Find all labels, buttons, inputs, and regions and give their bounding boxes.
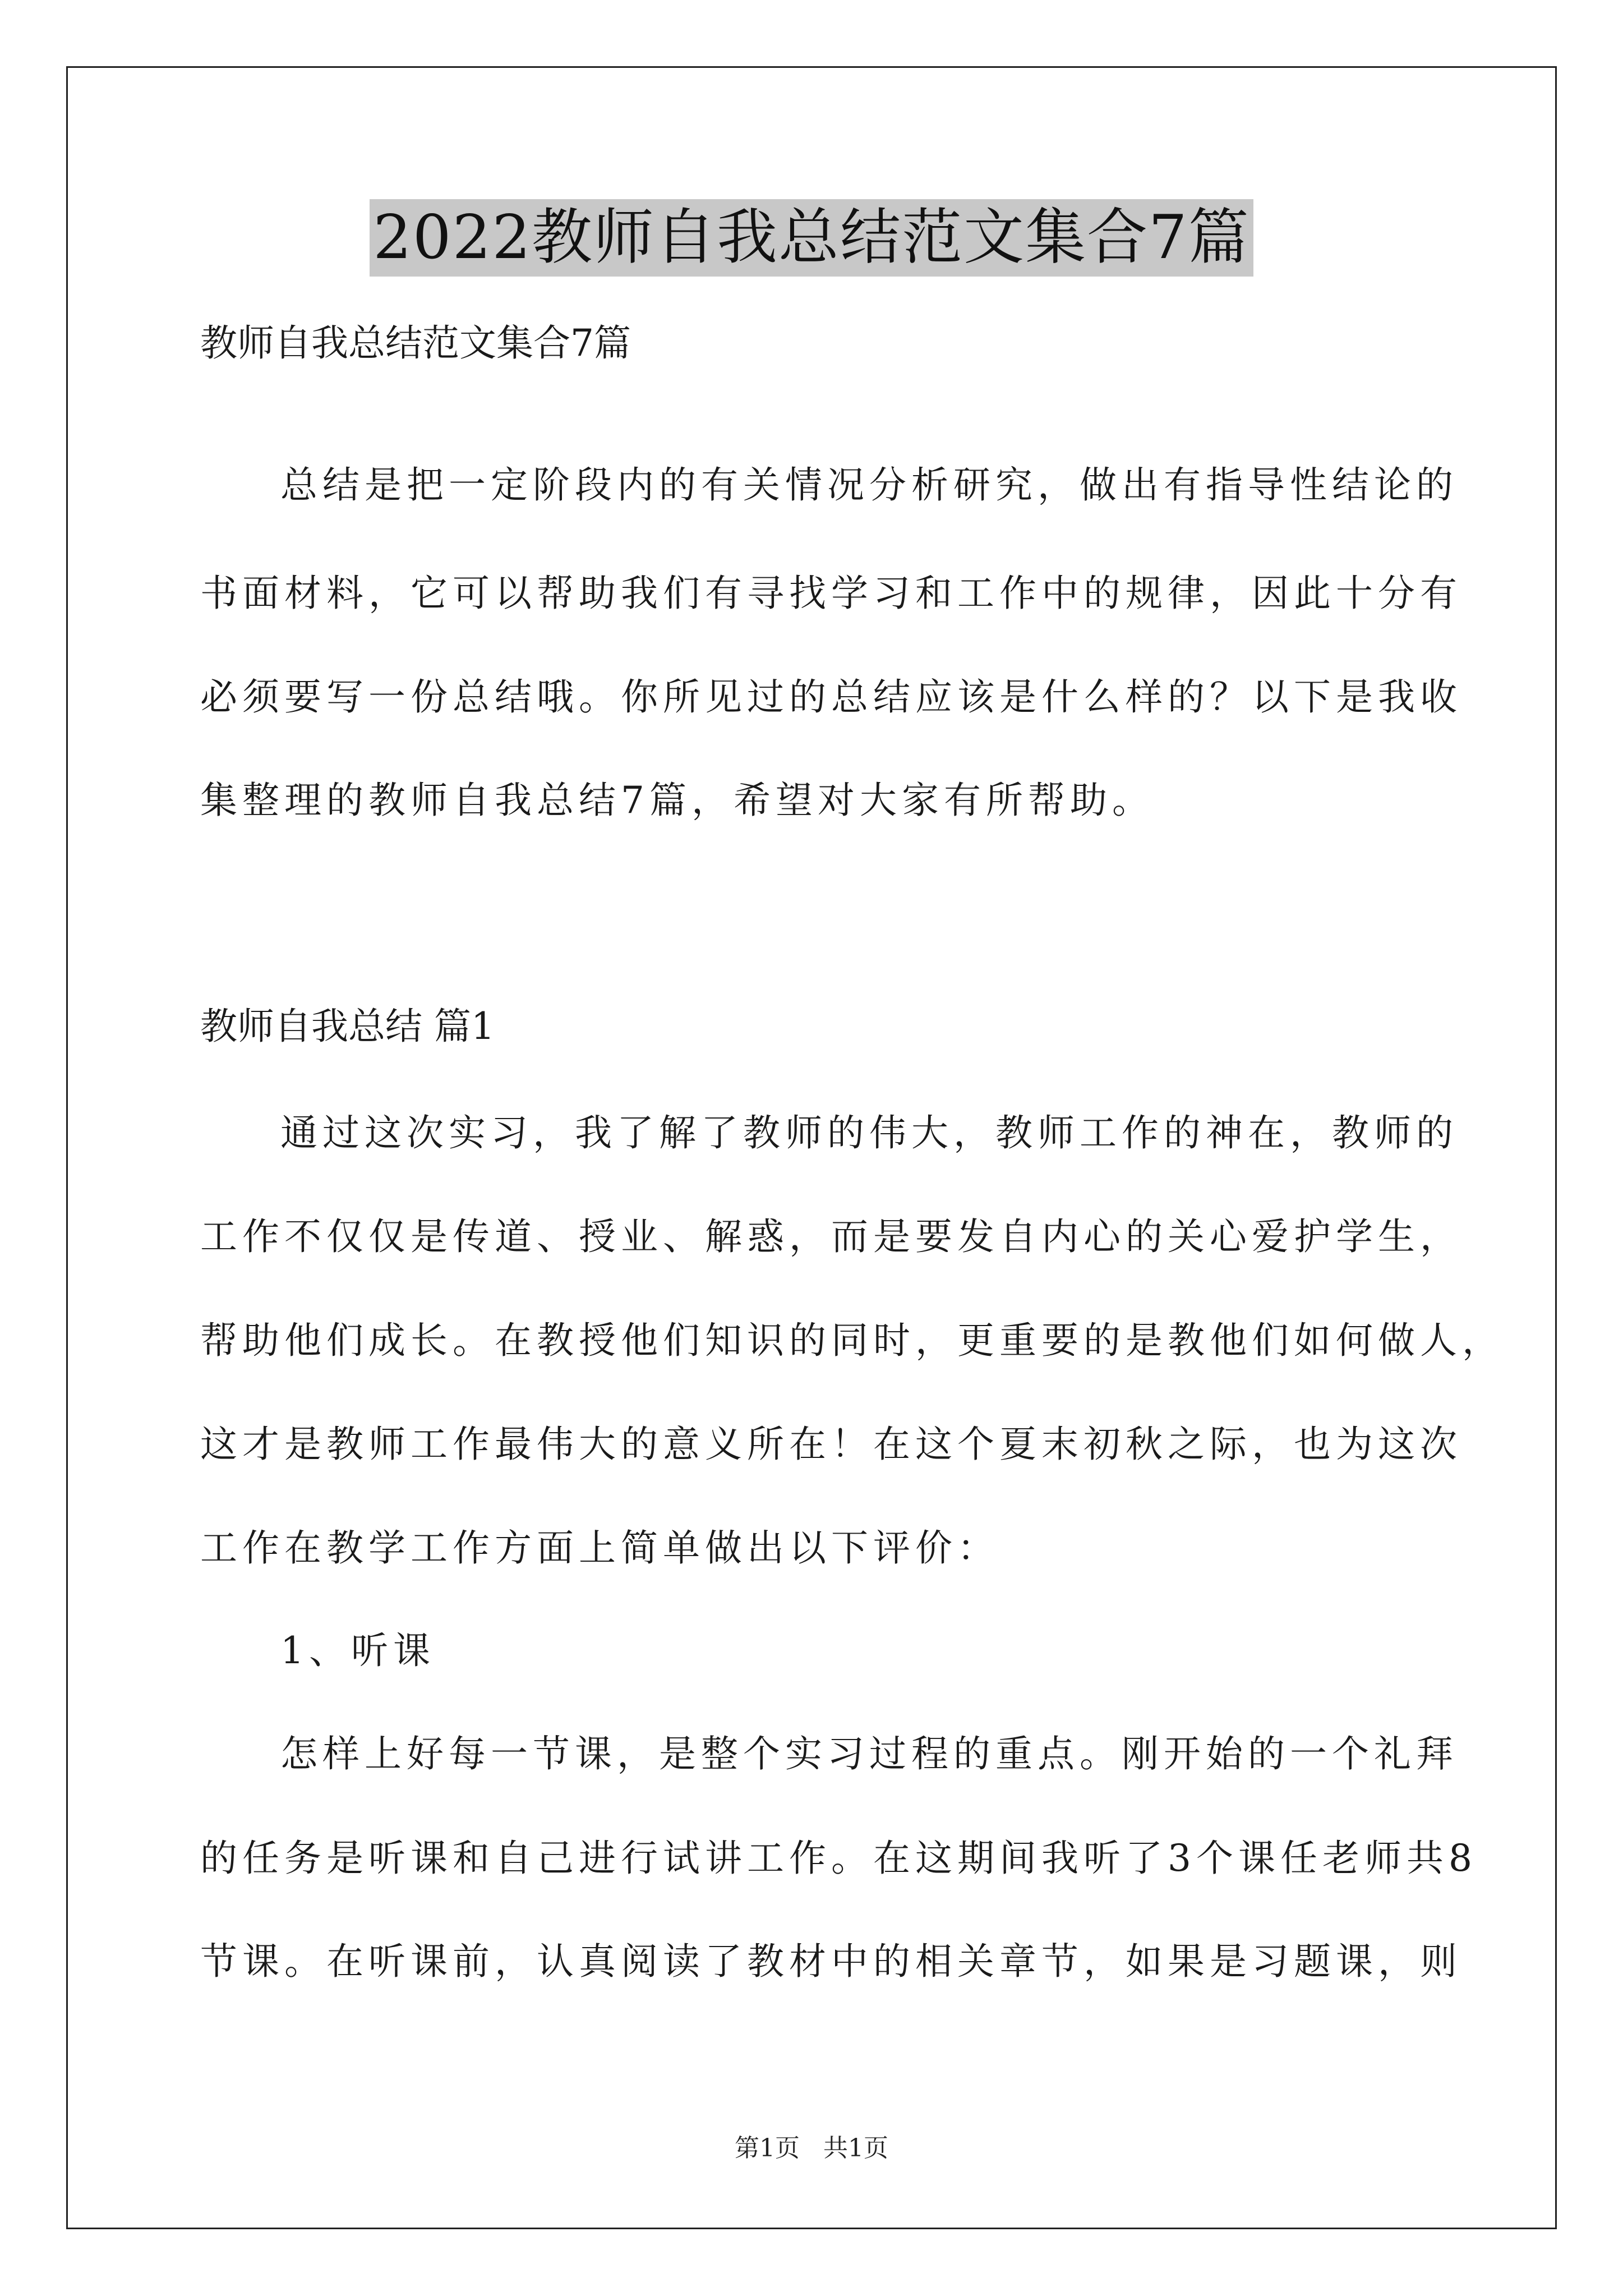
section-line: 帮助他们成长。在教授他们知识的同时，更重要的是教他们如何做人， bbox=[200, 1319, 1504, 1362]
item-line: 节课。在听课前，认真阅读了教材中的相关章节，如果是习题课，则 bbox=[200, 1940, 1462, 1983]
section-line: 通过这次实习，我了解了教师的伟大，教师工作的神在，教师的 bbox=[280, 1111, 1458, 1154]
page-number: 第1页 bbox=[735, 2134, 800, 2162]
intro-line: 必须要写一份总结哦。你所见过的总结应该是什么样的？以下是我收 bbox=[200, 675, 1462, 719]
page-total: 共1页 bbox=[823, 2134, 888, 2162]
document-subtitle: 教师自我总结范文集合7篇 bbox=[200, 321, 631, 365]
item-line: 怎样上好每一节课，是整个实习过程的重点。刚开始的一个礼拜 bbox=[280, 1732, 1458, 1775]
page-footer bbox=[0, 2132, 1623, 2165]
intro-line: 书面材料，它可以帮助我们有寻找学习和工作中的规律，因此十分有 bbox=[200, 572, 1462, 615]
item-heading: 1、听课 bbox=[280, 1629, 435, 1672]
intro-line: 总结是把一定阶段内的有关情况分析研究，做出有指导性结论的 bbox=[280, 463, 1458, 507]
document-title: 2022教师自我总结范文集合7篇 bbox=[370, 199, 1253, 277]
intro-line: 集整理的教师自我总结7篇，希望对大家有所帮助。 bbox=[200, 779, 1154, 822]
section-line: 工作不仅仅是传道、授业、解惑，而是要发自内心的关心爱护学生， bbox=[200, 1215, 1462, 1258]
item-line: 的任务是听课和自己进行试讲工作。在这期间我听了3个课任老师共8 bbox=[200, 1837, 1477, 1880]
section-heading: 教师自我总结 篇1 bbox=[200, 1005, 495, 1048]
title-container bbox=[0, 199, 1623, 277]
section-line: 工作在教学工作方面上简单做出以下评价： bbox=[200, 1526, 999, 1570]
section-line: 这才是教师工作最伟大的意义所在！在这个夏末初秋之际，也为这次 bbox=[200, 1423, 1462, 1466]
